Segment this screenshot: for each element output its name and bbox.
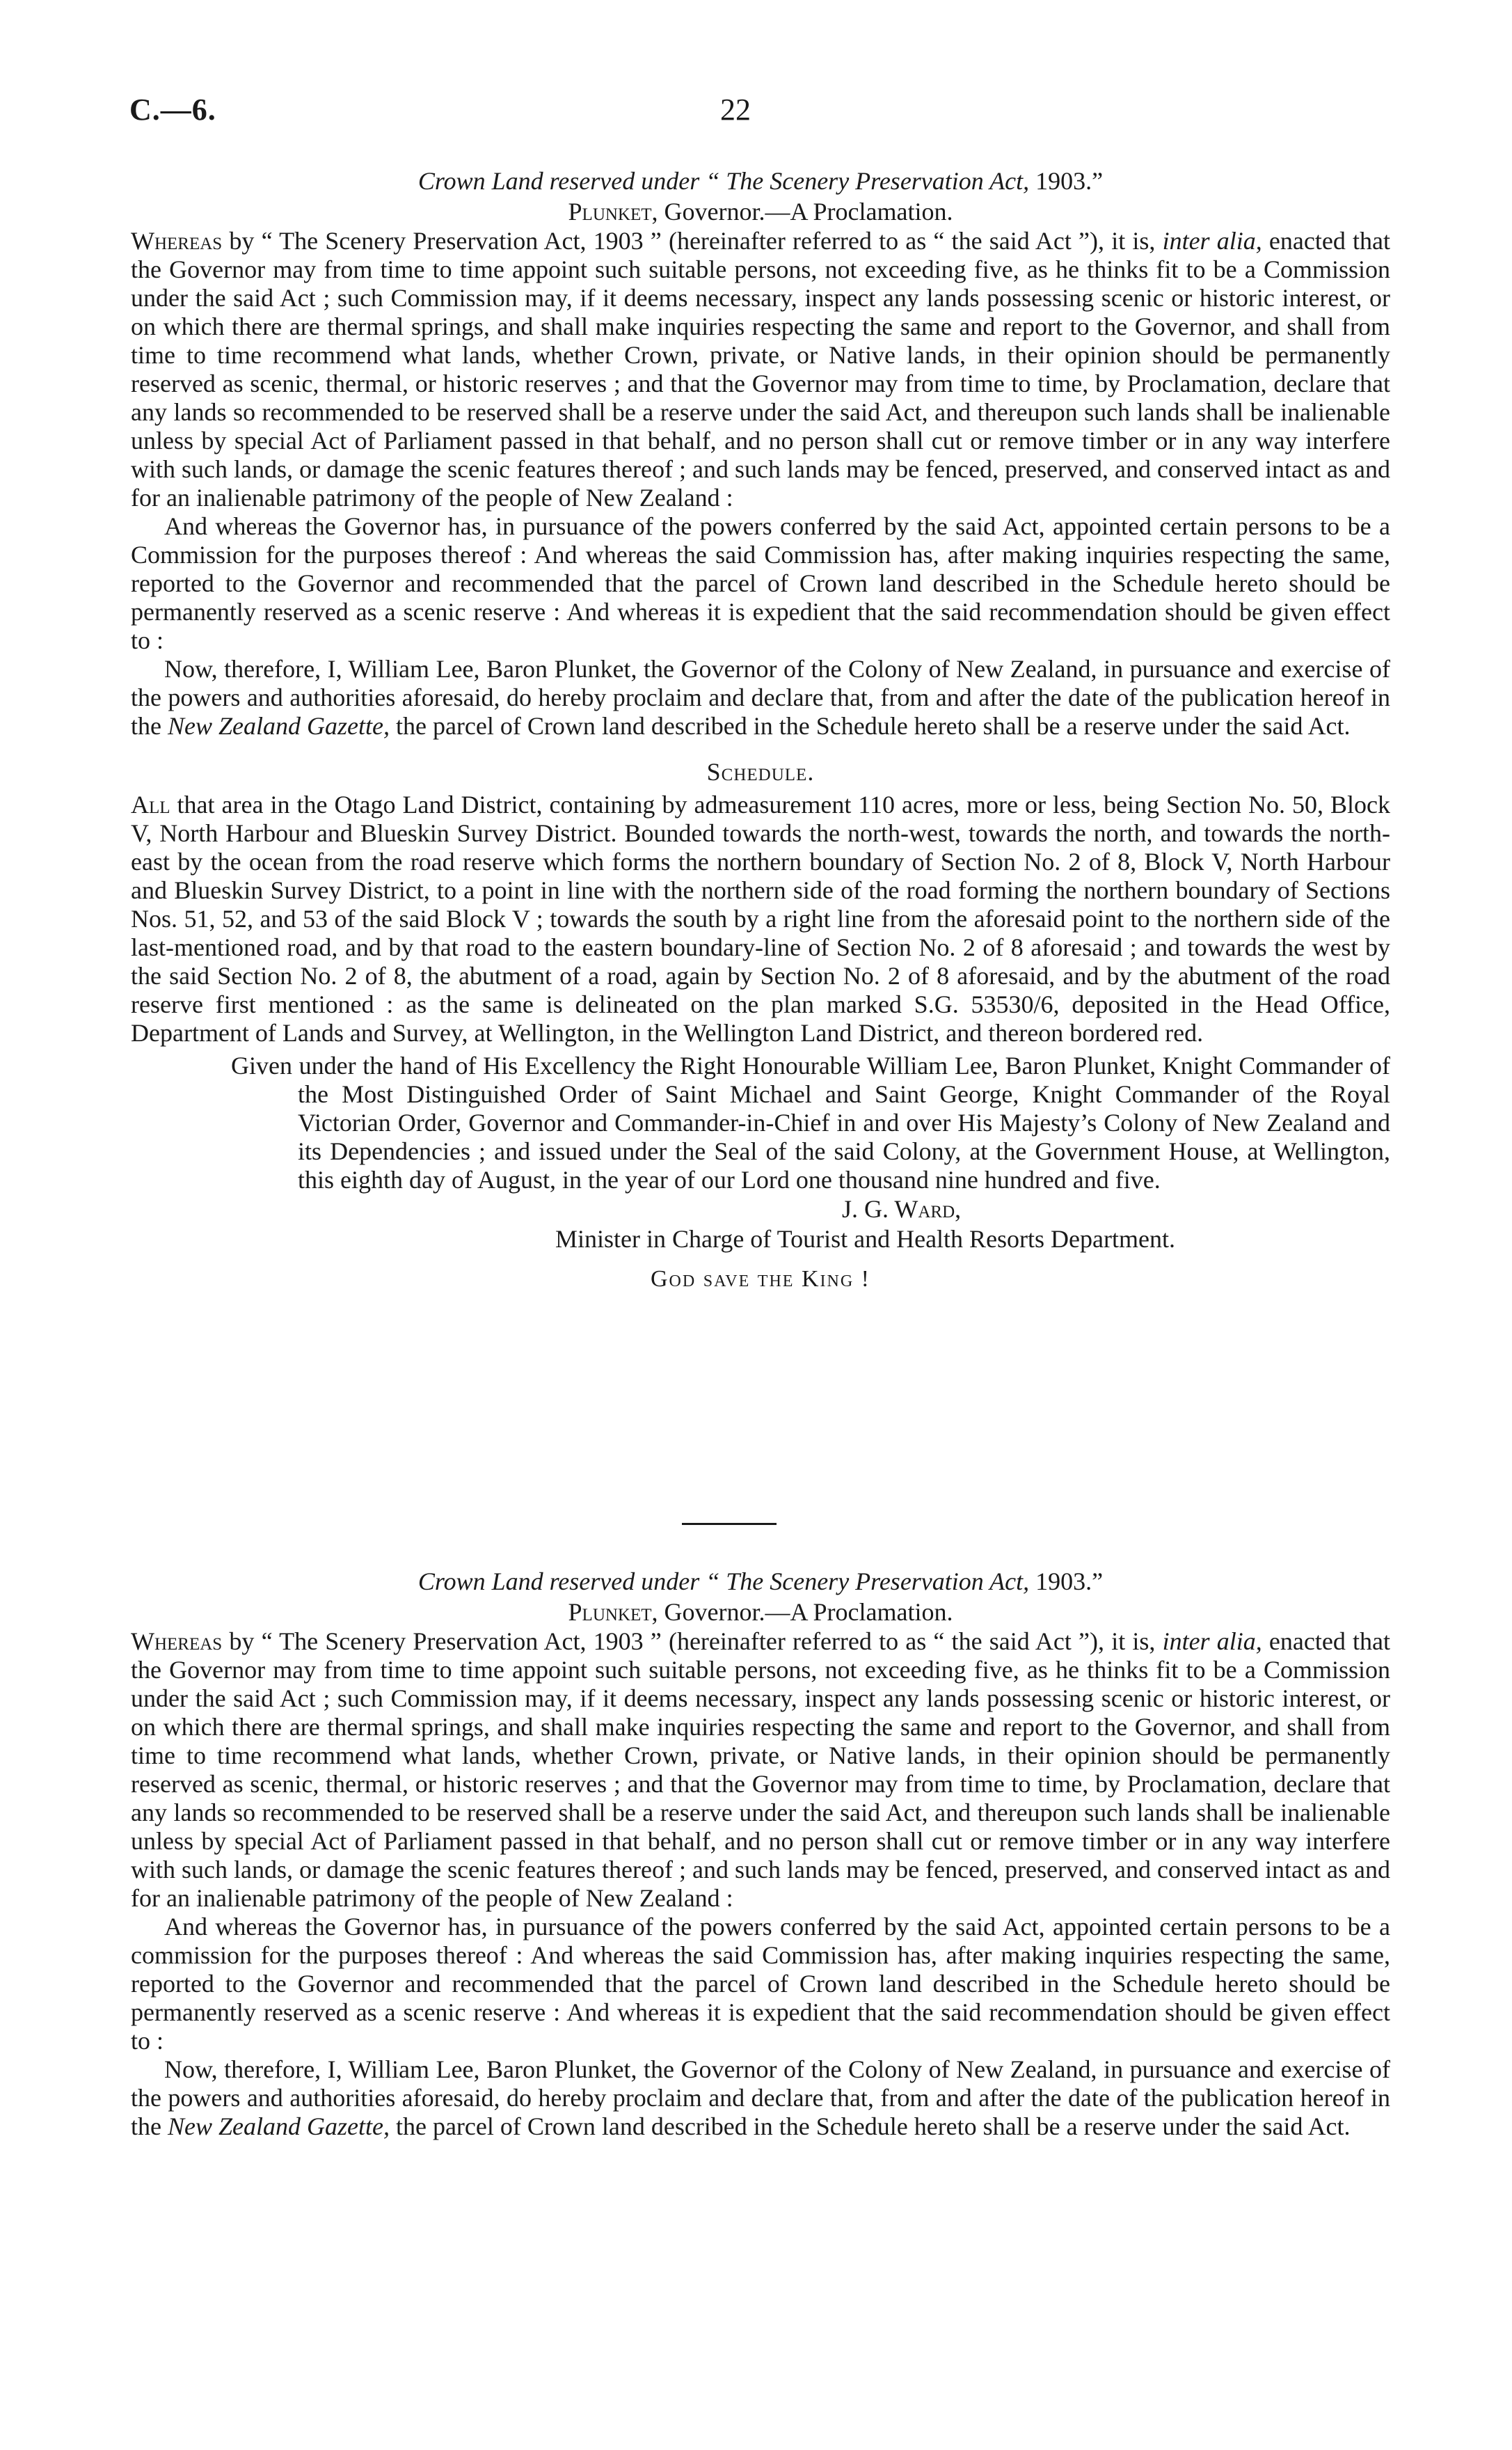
title-text: Crown Land reserved under “ The Scenery Preservation Act, bbox=[417, 167, 1036, 195]
schedule-text bbox=[131, 791, 1390, 1048]
paragraph-text: enacted that the Governor may from time to time appoint such suitable persons, not exceeding five, as he thinks fit to be a Commission under the said Act ; such Commission may, if it deems necessary, inspect any lands possessing scenic or historic interest, or on which there are thermal springs, and shall make inquiries respecting the same and report to the Governor, and shall from time to time recommend what lands, whether Crown, private, or Native lands, in their opinion should be permanently reserved as scenic, thermal, or historic reserves ; and that the Governor may from time to time, by Proclamation, declare that any lands so recommended to be reserved shall be a reserve under the said Act, and thereupon such lands shall be inalienable unless by special Act of Parliament passed in that behalf, and no person shall cut or remove timber or in any way interfere with such lands, or damage the scenic features thereof ; and such lands may be fenced, preserved, and conserved intact as and for an inalienable patrimony of the people of New Zealand : bbox=[131, 1627, 1390, 1912]
lead-word: All bbox=[131, 791, 170, 819]
governor-name: Plunket, bbox=[568, 198, 658, 226]
paragraph-text: enacted that the Governor may from time to time appoint such suitable persons, not exceeding five, as he thinks fit to be a Commission under the said Act ; such Commission may, if it deems necessary, inspect any lands possessing scenic or historic interest, or on which there are thermal springs, and shall make inquiries respecting the same and report to the Governor, and shall from time to time recommend what lands, whether Crown, private, or Native lands, in their opinion should be permanently reserved as scenic, thermal, or historic reserves ; and that the Governor may from time to time, by Proclamation, declare that any lands so recommended to be reserved shall be a reserve under the said Act, and thereupon such lands shall be inalienable unless by special Act of Parliament passed in that behalf, and no person shall cut or remove timber or in any way interfere with such lands, or damage the scenic features thereof ; and such lands may be fenced, preserved, and conserved intact as and for an inalienable patrimony of the people of New Zealand : bbox=[131, 227, 1390, 512]
proclamation-2-whereas bbox=[131, 1627, 1390, 1913]
paragraph-text: Now, therefore, I, William Lee, Baron Plunket, the Governor of the Colony of New Zealand, in pursuance and exercise of the powers and authorities aforesaid, do hereby proclaim and declare that, from and after the date of the publication hereof in the bbox=[131, 2055, 1390, 2140]
page-number: 22 bbox=[720, 93, 751, 127]
paragraph-text: the parcel of Crown land described in the Schedule hereto shall be a reserve under the said Act. bbox=[389, 2112, 1351, 2140]
proclamation-1-whereas bbox=[131, 227, 1390, 512]
given-under-hand: Given under the hand of His Excellency the Right Honourable William Lee, Baron Plunket, Knight Commander of the Most Distinguished Order of Saint Michael and Saint George, Knight Commander of the Royal Victorian Order, Governor and Commander-in-Chief in and over His Majesty’s Colony of New Zealand and its Dependencies ; and issued under the Seal of the said Colony, at the Government House, at Wellington, this eighth day of August, in the year of our Lord one thousand nine hundred and five. bbox=[231, 1052, 1390, 1194]
paragraph-text: Now, therefore, I, William Lee, Baron Plunket, the Governor of the Colony of New Zealand, in pursuance and exercise of the powers and authorities aforesaid, do hereby proclaim and declare that, from and after the date of the publication hereof in the bbox=[131, 655, 1390, 740]
proclamation-2-and-whereas: And whereas the Governor has, in pursuance of the powers conferred by the said Act, appointed certain persons to be a commission for the purposes thereof : And whereas the said Commission has, after making inquiries respecting the same, reported to the Governor and recommended that the parcel of Crown land described in the Schedule hereto should be permanently reserved as a scenic reserve : And whereas it is expedient that the said recommendation should be given effect to : bbox=[131, 1913, 1390, 2055]
governor-name: Plunket, bbox=[568, 1598, 658, 1626]
section-divider bbox=[682, 1523, 777, 1525]
proclamation-2-now-therefore bbox=[131, 2055, 1390, 2141]
proclamation-2-heading bbox=[131, 1597, 1390, 1627]
signatory-title: Minister in Charge of Tourist and Health Resorts Department. bbox=[555, 1225, 1175, 1253]
proclamation-1-heading bbox=[131, 196, 1390, 227]
proclamation-1-and-whereas: And whereas the Governor has, in pursuance of the powers conferred by the said Act, appointed certain persons to be a Commission for the purposes thereof : And whereas the said Commission has, after making inquiries respecting the same, reported to the Governor and recommended that the parcel of Crown land described in the Schedule hereto should be permanently reserved as a scenic reserve : And whereas it is expedient that the said recommendation should be given effect to : bbox=[131, 512, 1390, 654]
proclamation-1-now-therefore bbox=[131, 655, 1390, 741]
gazette-name: New Zealand Gazette, bbox=[167, 712, 390, 740]
paragraph-italic: inter alia, bbox=[1162, 1627, 1262, 1655]
signatory-name: J. G. Ward, bbox=[842, 1195, 962, 1223]
paragraph-text: by “ The Scenery Preservation Act, 1903 ” (hereinafter referred to as “ the said Act ”), it is, bbox=[222, 1627, 1163, 1655]
proclamation-2 bbox=[131, 1566, 1390, 2141]
proclamation-1-title bbox=[131, 166, 1390, 196]
paragraph-text: the parcel of Crown land described in the Schedule hereto shall be a reserve under the said Act. bbox=[389, 712, 1351, 740]
god-save-the-king: God save the King ! bbox=[651, 1266, 870, 1292]
schedule-body: that area in the Otago Land District, containing by admeasurement 110 acres, more or less, being Section No. 50, Block V, North Harbour and Blueskin Survey District. Bounded towards the north-west, towards the north, and towards the north-east by the ocean from the road reserve which forms the northern boundary of Section No. 2 of 8, Block V, North Harbour and Blueskin Survey District, to a point in line with the northern side of the road forming the northern boundary of Sections Nos. 51, 52, and 53 of the said Block V ; towards the south by a right line from the aforesaid point to the northern side of the last-mentioned road, and by that road to the eastern boundary-line of Section No. 2 of 8 aforesaid ; and towards the west by the said Section No. 2 of 8, the abutment of a road, again by Section No. 2 of 8 aforesaid, and by the abutment of the road reserve first mentioned : as the same is delineated on the plan marked S.G. 53530/6, deposited in the Head Office, Department of Lands and Survey, at Wellington, in the Wellington Land District, and thereon bordered red. bbox=[131, 791, 1390, 1047]
document-reference: C.—6. bbox=[129, 93, 216, 127]
paragraph-text: by “ The Scenery Preservation Act, 1903 ” (hereinafter referred to as “ the said Act ”), it is, bbox=[222, 227, 1163, 255]
lead-word: Whereas bbox=[131, 1627, 223, 1655]
proclamation-1 bbox=[131, 166, 1390, 1295]
title-text: Crown Land reserved under “ The Scenery Preservation Act, bbox=[417, 1567, 1036, 1595]
title-year: 1903.” bbox=[1035, 1567, 1104, 1595]
lead-word: Whereas bbox=[131, 227, 223, 255]
paragraph-italic: inter alia, bbox=[1162, 227, 1262, 255]
gazette-name: New Zealand Gazette, bbox=[167, 2112, 390, 2140]
title-year: 1903.” bbox=[1035, 167, 1104, 195]
proclamation-label: Governor.—A Proclamation. bbox=[658, 1598, 953, 1626]
proclamation-label: Governor.—A Proclamation. bbox=[658, 198, 953, 226]
proclamation-2-title bbox=[131, 1566, 1390, 1597]
schedule-heading: Schedule. bbox=[706, 758, 815, 786]
